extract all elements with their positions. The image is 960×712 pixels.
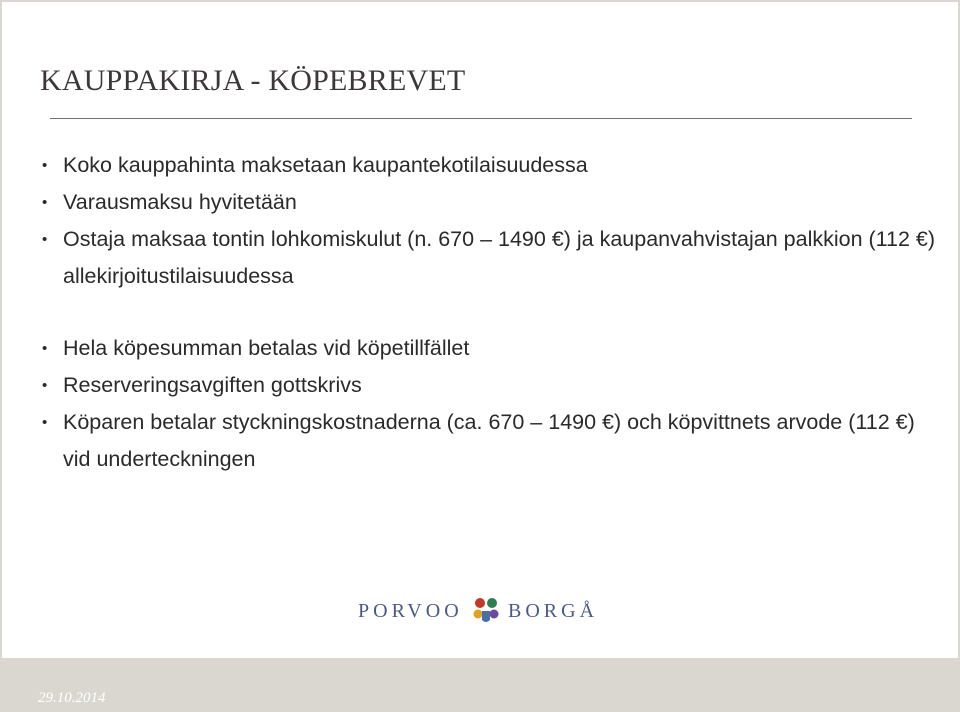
bullet-marker: •	[42, 377, 48, 394]
porvoo-borga-emblem-icon	[470, 594, 502, 626]
bullet-item-sv-3	[38, 404, 938, 478]
title-divider	[50, 118, 912, 119]
bullet-text: Koko kauppahinta maksetaan kaupantekotilaisuudessa	[63, 153, 588, 177]
bullet-item-fi-1	[38, 147, 938, 184]
bullet-item-sv-1	[38, 330, 938, 367]
bullet-item-fi-2	[38, 184, 938, 221]
slide-title: KAUPPAKIRJA - KÖPEBREVET	[40, 64, 466, 97]
bullet-item-sv-2	[38, 367, 938, 404]
bullet-marker: •	[42, 414, 48, 431]
bullet-text: Köparen betalar styckningskostnaderna (ca. 670 – 1490 €) och köpvittnets arvode (112 €) vid underteckningen	[63, 410, 915, 471]
bullet-marker: •	[42, 340, 48, 357]
bullet-text: Ostaja maksaa tontin lohkomiskulut (n. 670 – 1490 €) ja kaupanvahvistajan palkkion (112 €) allekirjoitustilaisuudessa	[63, 227, 936, 288]
slide-canvas	[2, 2, 958, 658]
bullet-text: Reserveringsavgiften gottskrivs	[63, 373, 362, 397]
bullet-marker: •	[42, 194, 48, 211]
bullet-item-fi-3	[38, 221, 938, 295]
logo-text-borga: BORGÅ	[508, 600, 599, 622]
bullet-text: Varausmaksu hyvitetään	[63, 190, 297, 214]
footer-date: 29.10.2014	[38, 690, 106, 706]
bullet-marker: •	[42, 157, 48, 174]
logo-text-porvoo: PORVOO	[358, 600, 463, 622]
bullet-text: Hela köpesumman betalas vid köpetillfället	[63, 336, 470, 360]
bullet-gap	[38, 295, 938, 330]
porvoo-borga-logo	[358, 592, 608, 632]
bullet-list	[38, 147, 938, 478]
bullet-marker: •	[42, 231, 48, 248]
